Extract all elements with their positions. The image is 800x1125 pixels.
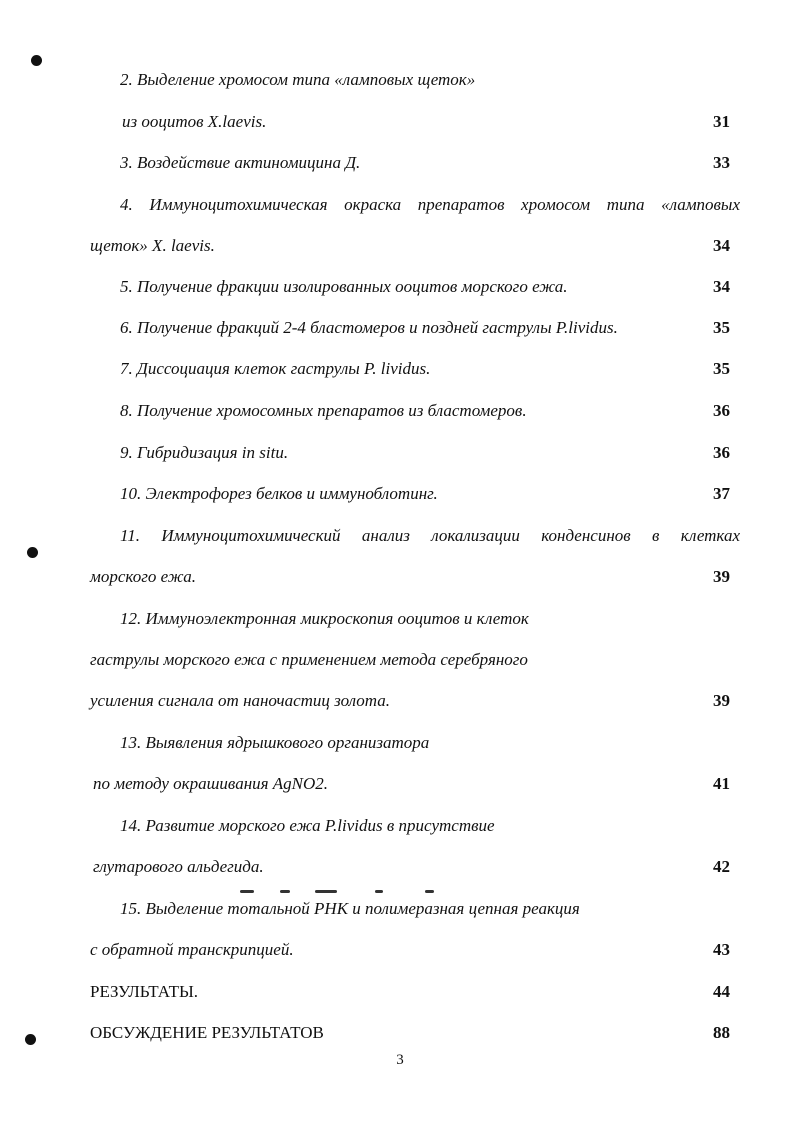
toc-entry-text: с обратной транскрипцией.: [90, 940, 294, 959]
toc-page-number: 42: [713, 857, 730, 876]
toc-page-number: 36: [713, 401, 730, 420]
toc-entry-9: [0, 441, 800, 465]
toc-page-number: 36: [713, 443, 730, 462]
toc-entry-text: 3. Воздействие актиномицина Д.: [120, 153, 361, 172]
toc-entry-4-line1: [0, 193, 800, 217]
toc-entry-15-line1: [0, 897, 800, 921]
toc-page-number: 35: [713, 318, 730, 337]
toc-entry-text: 11. Иммуноцитохимический анализ локализации конденсинов в клетках: [120, 526, 740, 545]
toc-section-results: [0, 980, 800, 1004]
toc-entry-11-line2: [0, 565, 800, 589]
toc-page-number: 88: [713, 1023, 730, 1042]
toc-entry-4-line2: [0, 234, 800, 258]
toc-entry-14-line1: [0, 814, 800, 838]
toc-entry-10: [0, 482, 800, 506]
toc-page-number: 39: [713, 567, 730, 586]
toc-entry-text: морского ежа.: [90, 567, 197, 586]
toc-entry-13-line2: [0, 772, 800, 796]
toc-entry-8: [0, 399, 800, 423]
toc-page-number: 37: [713, 484, 730, 503]
toc-entry-text: 2. Выделение хромосом типа «ламповых щеток»: [120, 70, 476, 89]
toc-entry-13-line1: [0, 731, 800, 755]
toc-entry-14-line2: [0, 855, 800, 879]
toc-entry-text: 4. Иммуноцитохимическая окраска препаратов хромосом типа «ламповых: [120, 195, 740, 214]
toc-entry-11-line1: [0, 524, 800, 548]
toc-page-number: 31: [713, 112, 730, 131]
toc-entry-text: 8. Получение хромосомных препаратов из бластомеров.: [120, 401, 527, 420]
toc-section-title: РЕЗУЛЬТАТЫ.: [90, 982, 199, 1001]
toc-entry-text: щеток» X. laevis.: [90, 236, 215, 255]
toc-entry-2-line1: [0, 68, 800, 92]
scan-smudge: [240, 888, 440, 894]
toc-entry-text: 14. Развитие морского ежа P.lividus в присутствие: [120, 816, 495, 835]
toc-page-number: 43: [713, 940, 730, 959]
toc-page-number: 39: [713, 691, 730, 710]
toc-entry-5: [0, 275, 800, 299]
toc-entry-text: из ооцитов X.laevis.: [122, 112, 267, 131]
toc-page-number: 33: [713, 153, 730, 172]
toc-entry-7: [0, 357, 800, 381]
toc-entry-text: по методу окрашивания AgNO2.: [93, 774, 329, 793]
toc-entry-2-line2: [0, 110, 800, 134]
toc-entry-6: [0, 316, 800, 340]
toc-entry-15-line2: [0, 938, 800, 962]
toc-entry-text: глутарового альдегида.: [93, 857, 264, 876]
toc-entry-12-line1: [0, 607, 800, 631]
toc-section-discussion: [0, 1021, 800, 1045]
toc-entry-text: усиления сигнала от наночастиц золота.: [90, 691, 391, 710]
toc-entry-text: 9. Гибридизация in situ.: [120, 443, 289, 462]
toc-page-number: 41: [713, 774, 730, 793]
toc-entry-text: 12. Иммуноэлектронная микроскопия ооцитов и клеток: [120, 609, 529, 628]
page-number: 3: [396, 1052, 404, 1068]
toc-entry-text: 5. Получение фракции изолированных ооцитов морского ежа.: [120, 277, 568, 296]
toc-page-number: 34: [713, 236, 730, 255]
toc-entry-text: гаструлы морского ежа с применением метода серебряного: [90, 650, 528, 669]
binder-hole-dot: [27, 547, 38, 558]
toc-page-number: 35: [713, 359, 730, 378]
toc-entry-text: 10. Электрофорез белков и иммуноблотинг.: [120, 484, 438, 503]
toc-page-number: 34: [713, 277, 730, 296]
toc-entry-12-line3: [0, 689, 800, 713]
binder-hole-dot: [31, 55, 42, 66]
toc-entry-text: 13. Выявления ядрышкового организатора: [120, 733, 430, 752]
toc-page-number: 44: [713, 982, 730, 1001]
toc-section-title: ОБСУЖДЕНИЕ РЕЗУЛЬТАТОВ: [90, 1023, 324, 1042]
toc-entry-12-line2: [0, 648, 800, 672]
toc-entry-text: 15. Выделение тотальной РНК и полимеразная цепная реакция: [120, 899, 580, 918]
toc-entry-text: 7. Диссоциация клеток гаструлы P. lividus.: [120, 359, 431, 378]
toc-entry-text: 6. Получение фракций 2-4 бластомеров и поздней гаструлы P.lividus.: [120, 318, 618, 337]
toc-entry-3: [0, 151, 800, 175]
